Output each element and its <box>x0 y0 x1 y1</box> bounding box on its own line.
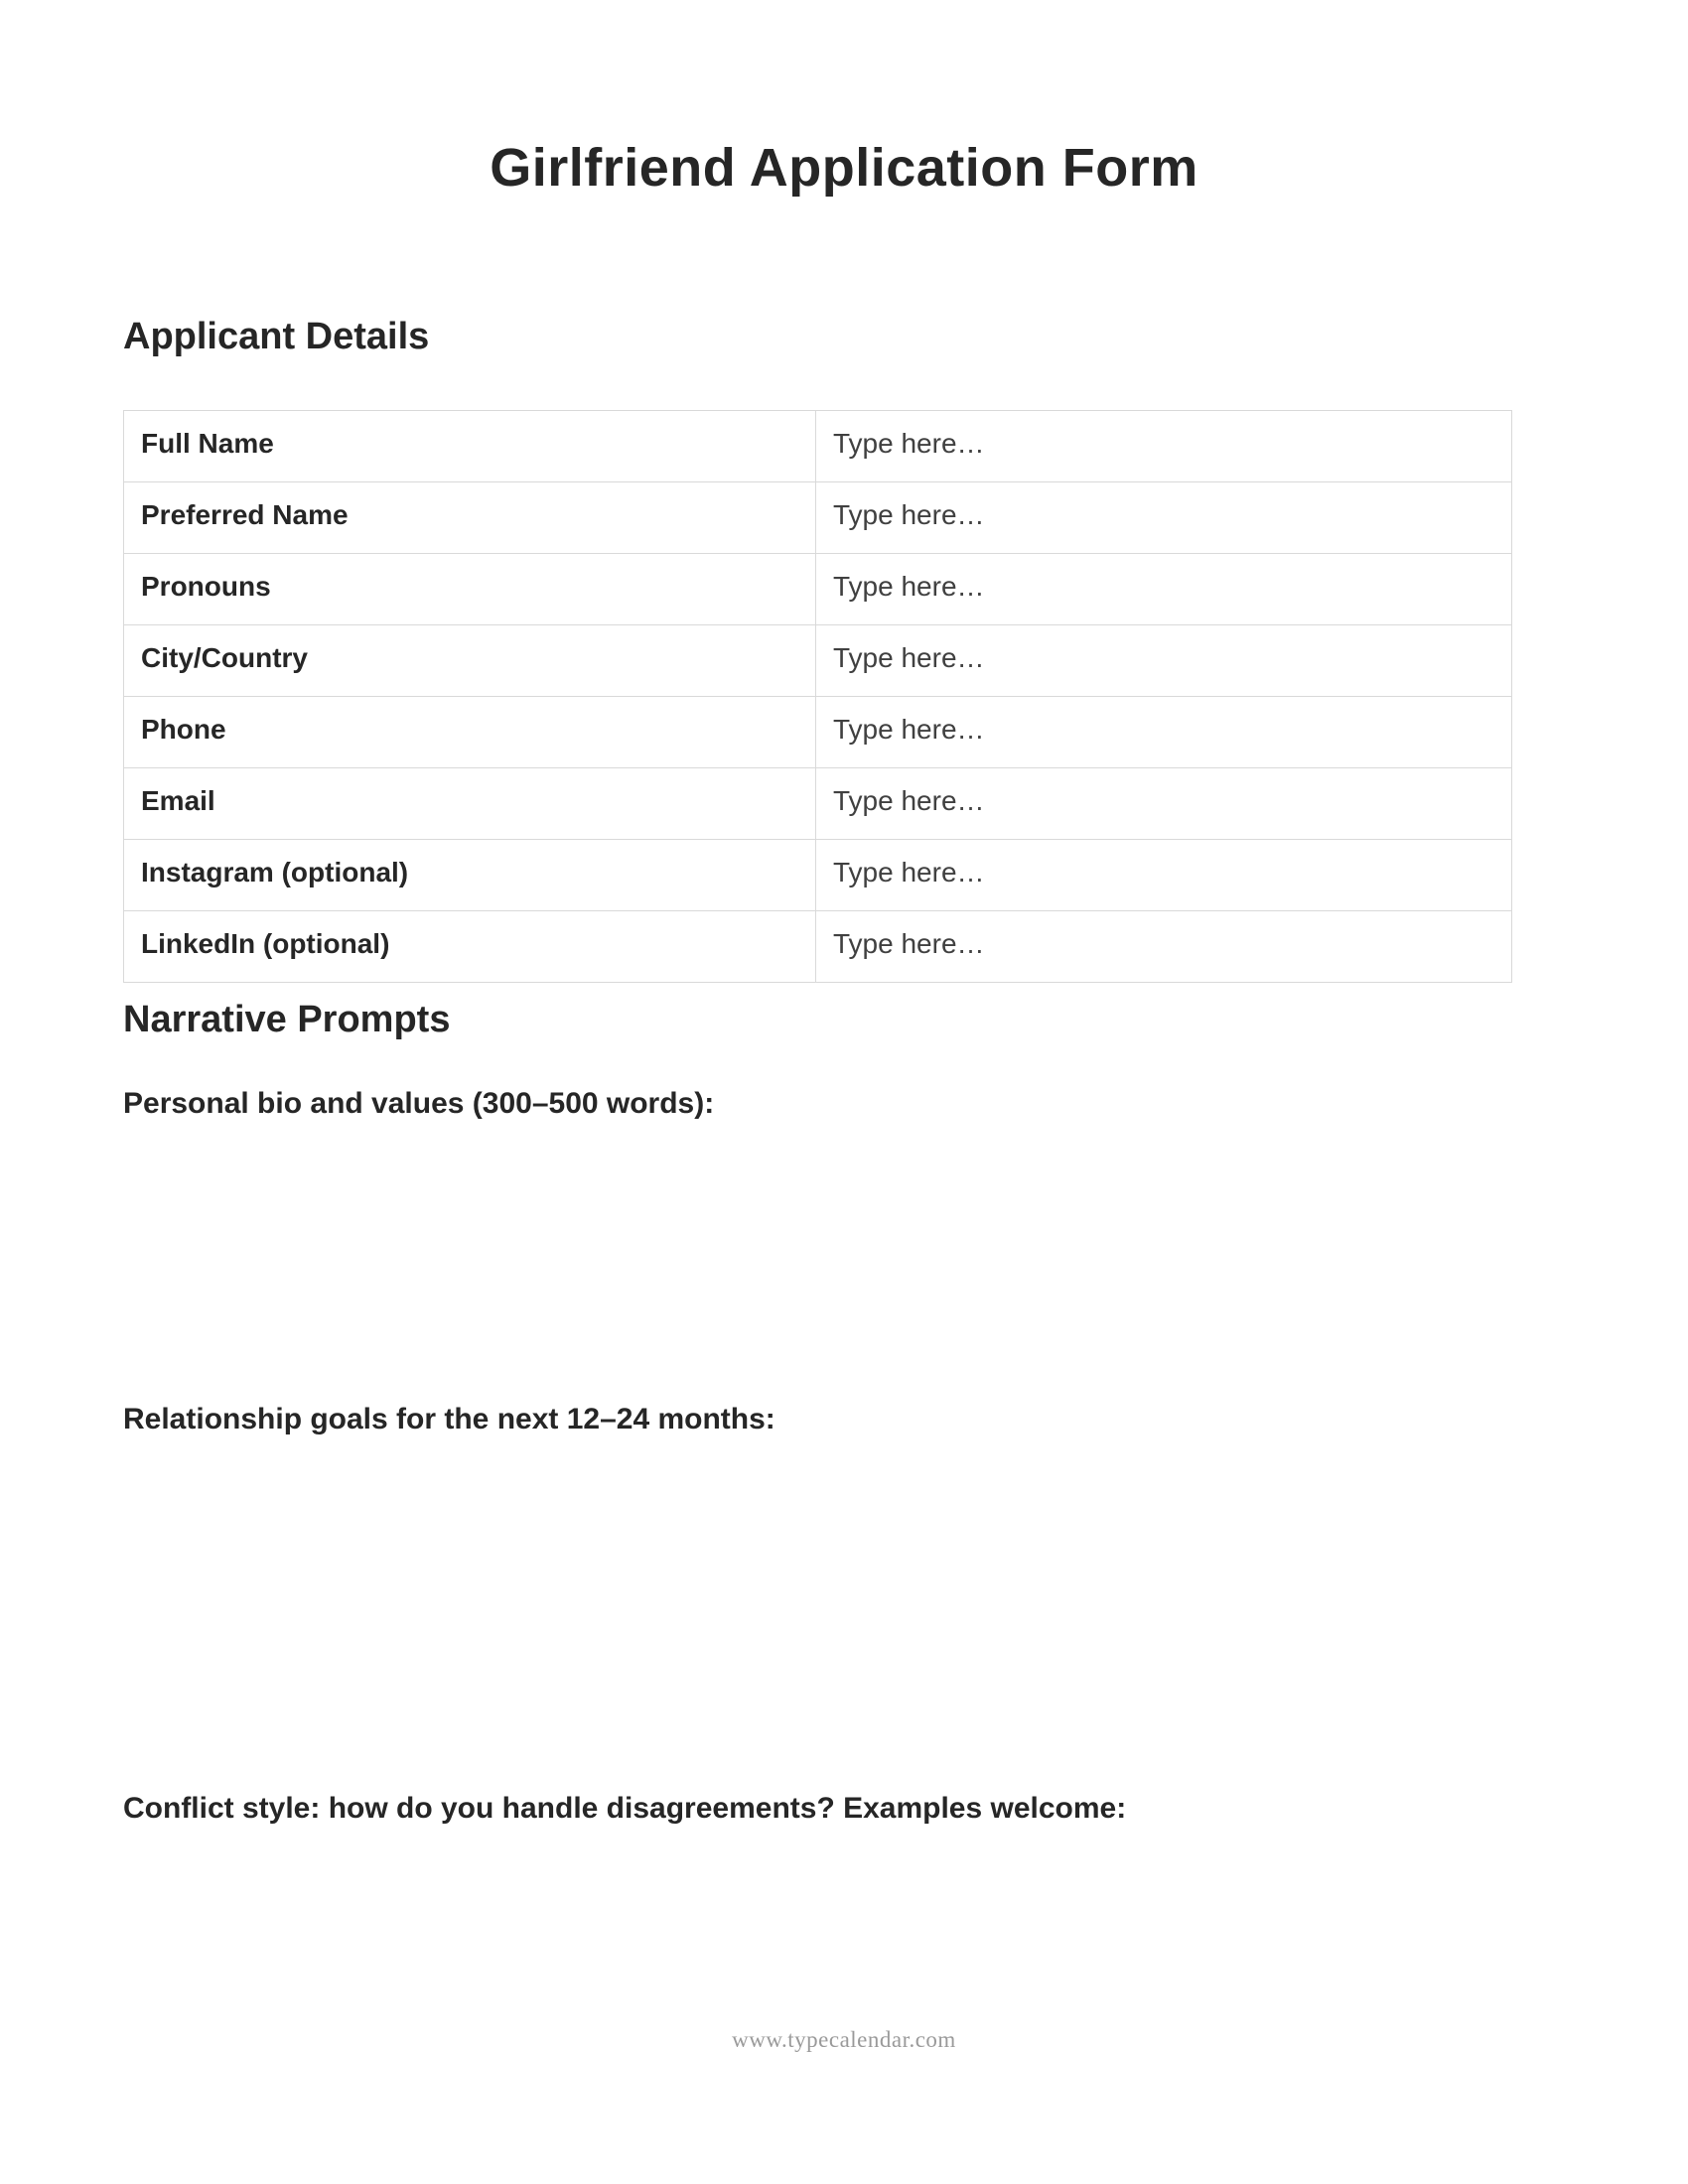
field-label-email: Email <box>124 768 816 840</box>
footer-watermark: www.typecalendar.com <box>732 2027 956 2052</box>
prompt-personal-bio: Personal bio and values (300–500 words): <box>123 1087 715 1120</box>
table-row <box>124 697 1512 768</box>
field-label-pronouns: Pronouns <box>124 554 816 625</box>
field-input-phone[interactable]: Type here… <box>816 697 1512 768</box>
table-row <box>124 554 1512 625</box>
table-row <box>124 840 1512 911</box>
field-label-linkedin: LinkedIn (optional) <box>124 911 816 983</box>
field-input-preferred-name[interactable]: Type here… <box>816 482 1512 554</box>
field-label-full-name: Full Name <box>124 411 816 482</box>
page-title: Girlfriend Application Form <box>490 138 1198 198</box>
field-label-city-country: City/Country <box>124 625 816 697</box>
answer-area-personal-bio[interactable] <box>123 1121 1511 1357</box>
field-input-pronouns[interactable]: Type here… <box>816 554 1512 625</box>
section-heading-narrative-prompts: Narrative Prompts <box>123 999 451 1040</box>
table-row <box>124 411 1512 482</box>
prompt-conflict-style: Conflict style: how do you handle disagreements? Examples welcome: <box>123 1792 1127 1825</box>
field-input-instagram[interactable]: Type here… <box>816 840 1512 911</box>
table-row <box>124 482 1512 554</box>
field-input-email[interactable]: Type here… <box>816 768 1512 840</box>
field-label-preferred-name: Preferred Name <box>124 482 816 554</box>
table-row <box>124 768 1512 840</box>
prompt-relationship-goals: Relationship goals for the next 12–24 months: <box>123 1403 775 1435</box>
field-label-phone: Phone <box>124 697 816 768</box>
applicant-details-table <box>123 410 1512 983</box>
field-input-linkedin[interactable]: Type here… <box>816 911 1512 983</box>
table-row <box>124 911 1512 983</box>
field-label-instagram: Instagram (optional) <box>124 840 816 911</box>
field-input-full-name[interactable]: Type here… <box>816 411 1512 482</box>
table-row <box>124 625 1512 697</box>
section-heading-applicant-details: Applicant Details <box>123 316 430 357</box>
answer-area-relationship-goals[interactable] <box>123 1436 1511 1746</box>
field-input-city-country[interactable]: Type here… <box>816 625 1512 697</box>
